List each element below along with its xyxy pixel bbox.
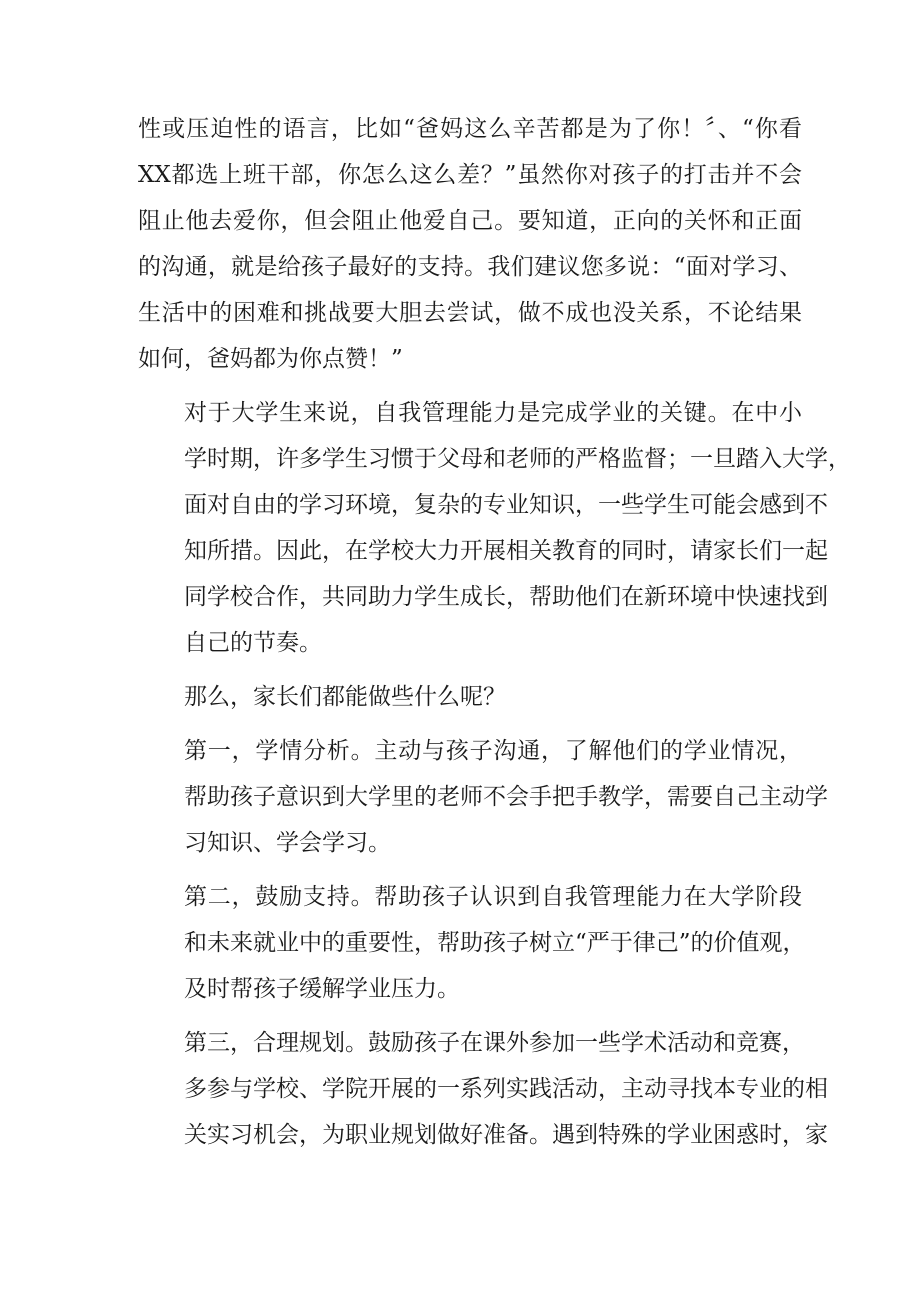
text-line: 面对自由的学习环境，复杂的专业知识，一些学生可能会感到不 bbox=[184, 492, 828, 518]
text-line: 的沟通，就是给孩子最好的支持。我们建议您多说：“面对学习、 bbox=[138, 254, 802, 280]
text-line: 多参与学校、学院开展的一系列实践活动，主动寻找本专业的相 bbox=[184, 1076, 828, 1102]
text-line: 和未来就业中的重要性，帮助孩子树立“严于律己”的价值观， bbox=[184, 930, 806, 956]
paragraph-1 bbox=[138, 106, 802, 382]
text-line: 习知识、学会学习。 bbox=[184, 830, 391, 856]
text-line: 生活中的困难和挑战要大胆去尝试，做不成也没关系，不论结果 bbox=[138, 300, 802, 326]
text-line: 学时期，许多学生习惯于父母和老师的严格监督；一旦踏入大学， bbox=[184, 446, 851, 472]
text-line: 那么，家长们都能做些什么呢？ bbox=[184, 684, 506, 710]
paragraph-4 bbox=[138, 728, 828, 866]
paragraph-6 bbox=[138, 1020, 828, 1158]
document-body bbox=[138, 106, 851, 1166]
text-line: 及时帮孩子缓解学业压力。 bbox=[184, 976, 460, 1002]
text-line: 同学校合作，共同助力学生成长，帮助他们在新环境中快速找到 bbox=[184, 584, 828, 610]
text-line: 第一，学情分析。主动与孩子沟通，了解他们的学业情况， bbox=[184, 738, 802, 764]
text-line: 帮助孩子意识到大学里的老师不会手把手教学，需要自己主动学 bbox=[184, 784, 828, 810]
text-line: 关实习机会，为职业规划做好准备。遇到特殊的学业困惑时，家 bbox=[184, 1122, 828, 1148]
text-line: 性或压迫性的语言，比如“爸妈这么辛苦都是为了你！〞、“你看 bbox=[138, 116, 802, 142]
paragraph-3 bbox=[138, 674, 802, 720]
text-line: 知所措。因此，在学校大力开展相关教育的同时，请家长们一起 bbox=[184, 538, 828, 564]
text-line: 如何，爸妈都为你点赞！” bbox=[138, 346, 403, 372]
text-line: 第三，合理规划。鼓励孩子在课外参加一些学术活动和竞赛， bbox=[184, 1030, 805, 1056]
text-line: 自己的节奏。 bbox=[184, 630, 322, 656]
text-line: 阻止他去爱你，但会阻止他爱自己。要知道，正向的关怀和正面 bbox=[138, 208, 802, 234]
paragraph-2 bbox=[138, 390, 851, 666]
text-line: 第二，鼓励支持。帮助孩子认识到自我管理能力在大学阶段 bbox=[184, 884, 802, 910]
text-line: 对于大学生来说，自我管理能力是完成学业的关键。在中小 bbox=[184, 400, 802, 426]
paragraph-5 bbox=[138, 874, 806, 1012]
text-line: XX都选上班干部，你怎么这么差？”虽然你对孩子的打击并不会 bbox=[138, 162, 802, 188]
